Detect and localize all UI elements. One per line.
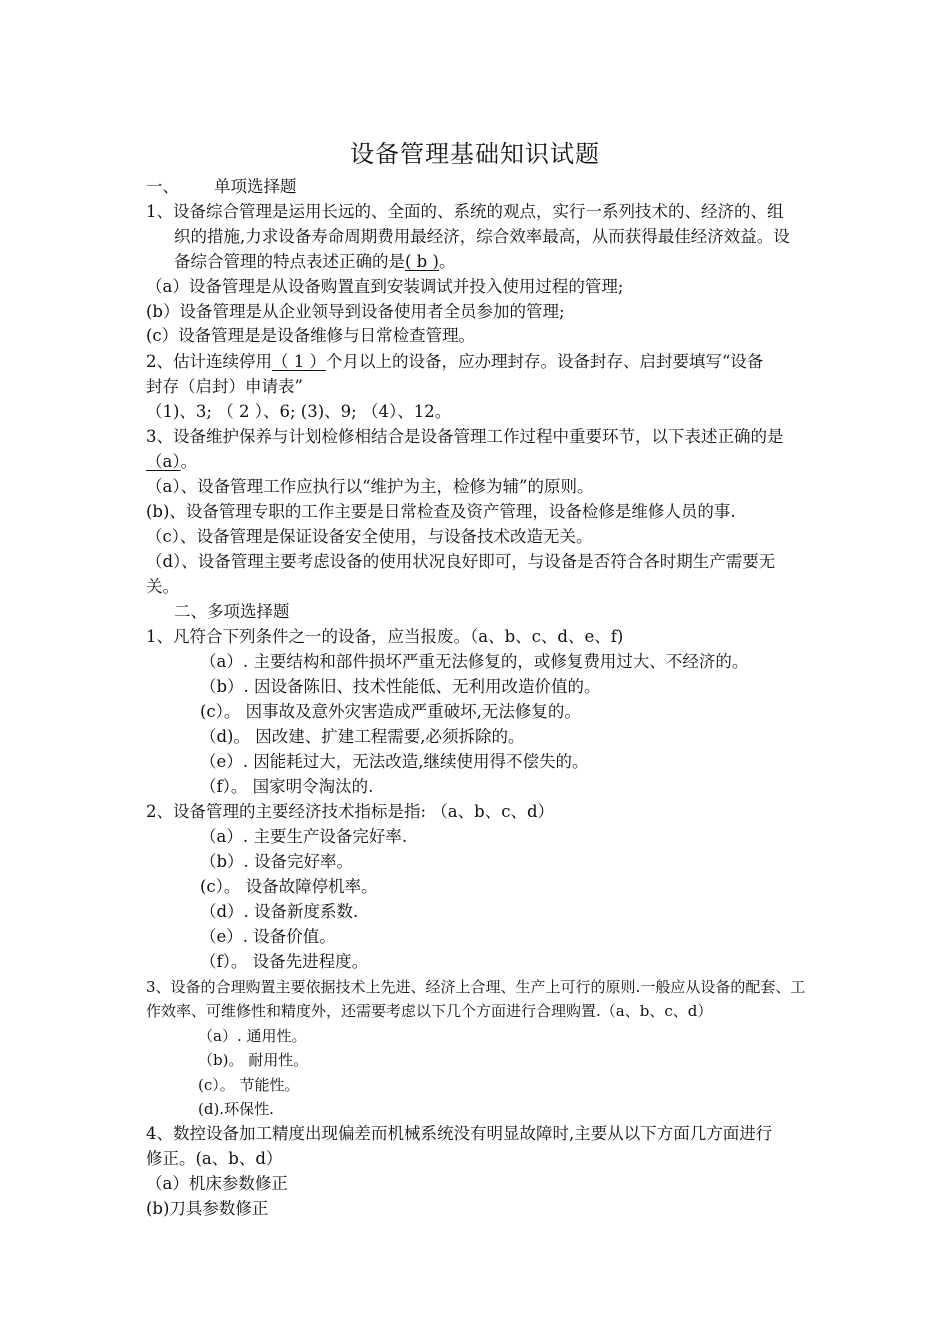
option-text: （a）. 主要结构和部件损坏严重无法修复的，或修复费用过大、不经济的。 [200, 652, 749, 671]
section2-heading: 二、多项选择题 [174, 602, 290, 621]
answer-blank: （ 1 ） [272, 352, 326, 371]
option-text: (c）设备管理是是设备维修与日常检查管理。 [146, 326, 476, 345]
question-text: 4、数控设备加工精度出现偏差而机械系统没有明显故障时,主要从以下方面几方面进行 [146, 1124, 773, 1143]
option-text: (c）。 设备故障停机率。 [200, 877, 378, 896]
question-text: 修正。(a、b、d） [146, 1149, 283, 1168]
option-text: （d）. 设备新度系数. [200, 902, 359, 921]
option-text: （f）。 国家明令淘汰的. [200, 777, 374, 796]
answer-blank: （a） [146, 452, 181, 471]
section1-heading: 单项选择题 [214, 177, 297, 196]
question-text: （a）。 [146, 452, 198, 471]
answer-blank: ( b ) [405, 252, 439, 271]
option-text: （a）、设备管理工作应执行以“维护为主，检修为辅”的原则。 [146, 477, 594, 496]
question-text: 封存（启封）申请表” [146, 377, 303, 396]
question-text: 2、设备管理的主要经济技术指标是指: （a、b、c、d） [146, 802, 555, 821]
section1-heading-number: 一、 [146, 177, 179, 196]
option-text: （e）. 设备价值。 [200, 927, 336, 946]
option-text: (b)刀具参数修正 [146, 1199, 269, 1218]
question-text: 3、设备维护保养与计划检修相结合是设备管理工作过程中重要环节，以下表述正确的是 [146, 427, 784, 446]
option-text: (b)、设备管理专职的工作主要是日常检查及资产管理，设备检修是维修人员的事. [146, 502, 736, 521]
option-text: （1)、3; （ 2 ）、6; (3)、9; （4）、12。 [146, 402, 452, 421]
option-text: （a）. 主要生产设备完好率. [200, 827, 408, 846]
question-text: 织的措施,力求设备寿命周期费用最经济，综合效率最高，从而获得最佳经济效益。设 [174, 227, 790, 246]
question-text: 3、设备的合理购置主要依据技术上先进、经济上合理、生产上可行的原则.一般应从设备的配套、工 [146, 978, 806, 996]
option-text: (c）。 节能性。 [198, 1076, 300, 1094]
question-text: 1、设备综合管理是运用长远的、全面的、系统的观点，实行一系列技术的、经济的、组 [146, 202, 784, 221]
option-text: （d)。 因改建、扩建工程需要,必须拆除的。 [200, 727, 525, 746]
option-text: (d).环保性. [198, 1100, 274, 1118]
option-text: （b）. 因设备陈旧、技术性能低、无利用改造价值的。 [200, 677, 601, 696]
option-text: （e）. 因能耗过大，无法改造,继续使用得不偿失的。 [200, 752, 589, 771]
option-text: （b）. 设备完好率。 [200, 852, 354, 871]
question-text: 备综合管理的特点表述正确的是( b )。 [174, 252, 456, 271]
option-text: (c）。 因事故及意外灾害造成严重破坏,无法修复的。 [200, 702, 581, 721]
question-text: 2、估计连续停用（ 1 ）个月以上的设备，应办理封存。设备封存、启封要填写“设备 [146, 352, 764, 371]
option-text: （a）机床参数修正 [146, 1174, 288, 1193]
option-text: （b)。 耐用性。 [198, 1051, 309, 1069]
option-text: 关。 [146, 577, 179, 596]
option-text: （f）。 设备先进程度。 [200, 952, 369, 971]
document-title: 设备管理基础知识试题 [350, 140, 600, 168]
option-text: （d）、设备管理主要考虑设备的使用状况良好即可，与设备是否符合各时期生产需要无 [146, 552, 776, 571]
option-text: （a）. 通用性。 [198, 1027, 307, 1045]
option-text: (b）设备管理是从企业领导到设备使用者全员参加的管理; [146, 302, 565, 321]
option-text: （c）、设备管理是保证设备安全使用，与设备技术改造无关。 [146, 527, 593, 546]
question-text: 作效率、可维修性和精度外，还需要考虑以下几个方面进行合理购置.（a、b、c、d） [146, 1002, 713, 1020]
option-text: （a）设备管理是从设备购置直到安装调试并投入使用过程的管理; [146, 277, 624, 296]
question-text: 1、凡符合下列条件之一的设备，应当报废。（a、b、c、d、e、f) [146, 627, 624, 646]
